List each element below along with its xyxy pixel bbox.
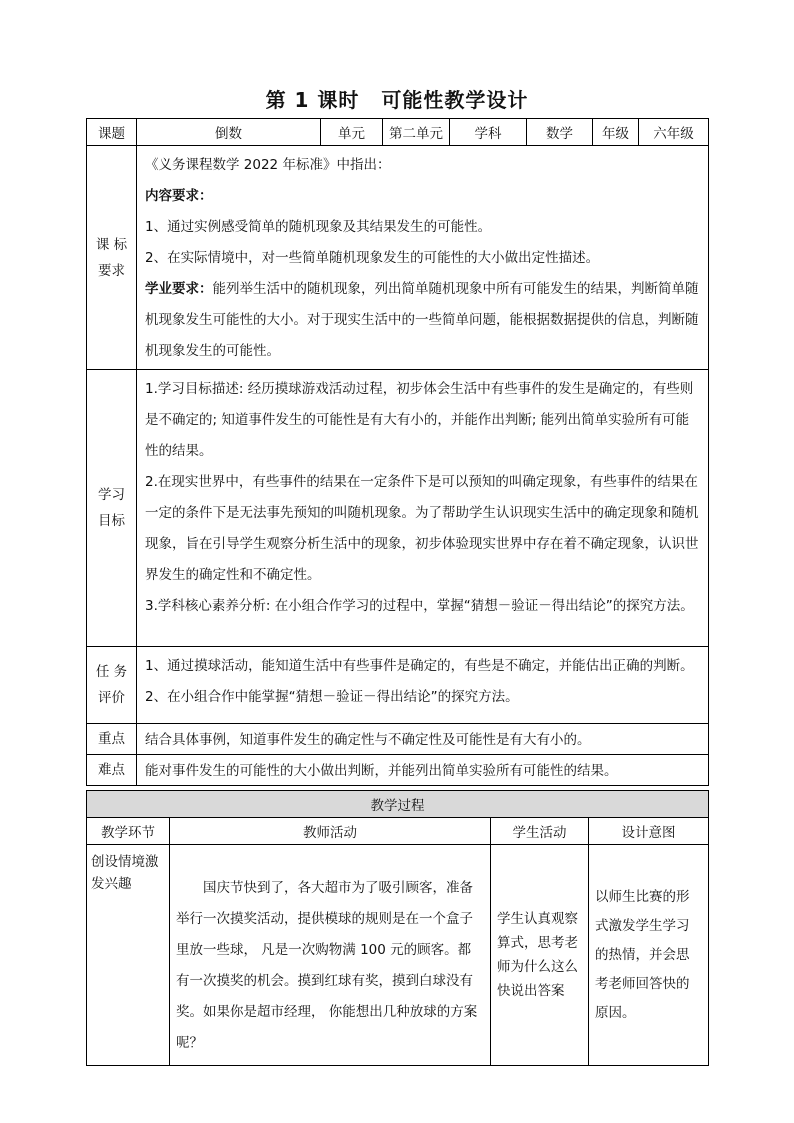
content-requirement-1: 1、通过实例感受简单的随机现象及其结果发生的可能性。 <box>145 219 492 235</box>
grade-label: 年级 <box>593 119 639 146</box>
col-teacher: 教师活动 <box>170 818 491 845</box>
key-point-row <box>87 724 709 755</box>
topic-label: 课题 <box>87 119 137 146</box>
subject-value: 数学 <box>527 119 593 146</box>
unit-label: 单元 <box>321 119 383 146</box>
academic-requirements: 学业要求：能列举生活中的随机现象，列出简单随机现象中所有可能发生的结果，判断简单随机现象发生可能性的大小。对于现实生活中的一些简单问题，能根据数据提供的信息，判断随机现象发生的可能性。 <box>145 281 699 359</box>
teacher-activity-cell: 国庆节快到了，各大超市为了吸引顾客，准备举行一次摸奖活动，提供模球的规则是在一个盒子里放一些球， 凡是一次购物满 100 元的顾客。都有一次摸奖的机会。摸到红球有奖，摸到白球没有奖。如果你是超市经理， 你能想出几种放球的方案呢？ <box>170 845 491 1066</box>
objectives-label: 学习 目标 <box>87 370 137 647</box>
content-requirement-2: 2、在实际情境中，对一些简单随机现象发生的可能性的大小做出定性描述。 <box>145 250 600 266</box>
topic-value: 倒数 <box>137 119 321 146</box>
standards-row <box>87 146 709 370</box>
task-eval-content <box>137 647 709 724</box>
col-student: 学生活动 <box>491 818 589 845</box>
standards-intro: 《义务课程数学 2022 年标准》中指出： <box>145 157 391 173</box>
task-eval-label: 任 务 评价 <box>87 647 137 724</box>
objective-2: 2.在现实世界中，有些事件的结果在一定条件下是可以预知的叫确定现象，有些事件的结果在一定的条件下是无法事先预知的叫随机现象。为了帮助学生认识现实生活中的确定现象和随机现象，旨在引导学生观察分析生活中的现象，初步体验现实世界中存在着不确定现象，认识世界发生的确定性和不确定性。 <box>145 474 699 583</box>
task-eval-row <box>87 647 709 724</box>
task-eval-1: 1、通过摸球活动，能知道生活中有些事件是确定的，有些是不确定，并能估出正确的判断。 <box>145 658 694 674</box>
design-intent-cell: 以师生比赛的形式激发学生学习的热情，并会思考老师回答快的原因。 <box>589 845 709 1066</box>
grade-value: 六年级 <box>639 119 709 146</box>
stage-cell: 创设情境激发兴趣 <box>87 845 170 1066</box>
subject-label: 学科 <box>450 119 527 146</box>
teaching-process-table <box>86 790 709 1066</box>
page-title <box>0 84 794 113</box>
content-requirements-title: 内容要求： <box>145 188 213 204</box>
lesson-info-table <box>86 118 709 786</box>
objectives-row <box>87 370 709 647</box>
lesson-title: 可能性教学设计 <box>381 88 529 112</box>
key-point-text: 结合具体事例，知道事件发生的确定性与不确定性及可能性是有大有小的。 <box>137 724 709 755</box>
process-band-title: 教学过程 <box>87 791 709 818</box>
process-row <box>87 845 709 1066</box>
student-activity-cell: 学生认真观察算式，思考老师为什么这么快说出答案 <box>491 845 589 1066</box>
difficulty-label: 难点 <box>87 755 137 786</box>
task-eval-2: 2、在小组合作中能掌握“猜想－验证－得出结论”的探究方法。 <box>145 689 519 705</box>
col-intent: 设计意图 <box>589 818 709 845</box>
objectives-content <box>137 370 709 647</box>
standards-content <box>137 146 709 370</box>
key-point-label: 重点 <box>87 724 137 755</box>
objective-3: 3.学科核心素养分析: 在小组合作学习的过程中，掌握“猜想－验证－得出结论”的探究方法。 <box>145 598 694 614</box>
process-band-row <box>87 791 709 818</box>
objective-1: 1.学习目标描述: 经历摸球游戏活动过程，初步体会生活中有些事件的发生是确定的，有些则是不确定的; 知道事件发生的可能性是有大有小的，并能作出判断; 能列出简单实验所有可能性的结果。 <box>145 381 694 459</box>
header-row <box>87 119 709 146</box>
col-stage: 教学环节 <box>87 818 170 845</box>
unit-value: 第二单元 <box>383 119 450 146</box>
lesson-number: 第 1 课时 <box>265 88 360 112</box>
process-header-row <box>87 818 709 845</box>
difficulty-text: 能对事件发生的可能性的大小做出判断，并能列出简单实验所有可能性的结果。 <box>137 755 709 786</box>
difficulty-row <box>87 755 709 786</box>
standards-label: 课 标 要求 <box>87 146 137 370</box>
